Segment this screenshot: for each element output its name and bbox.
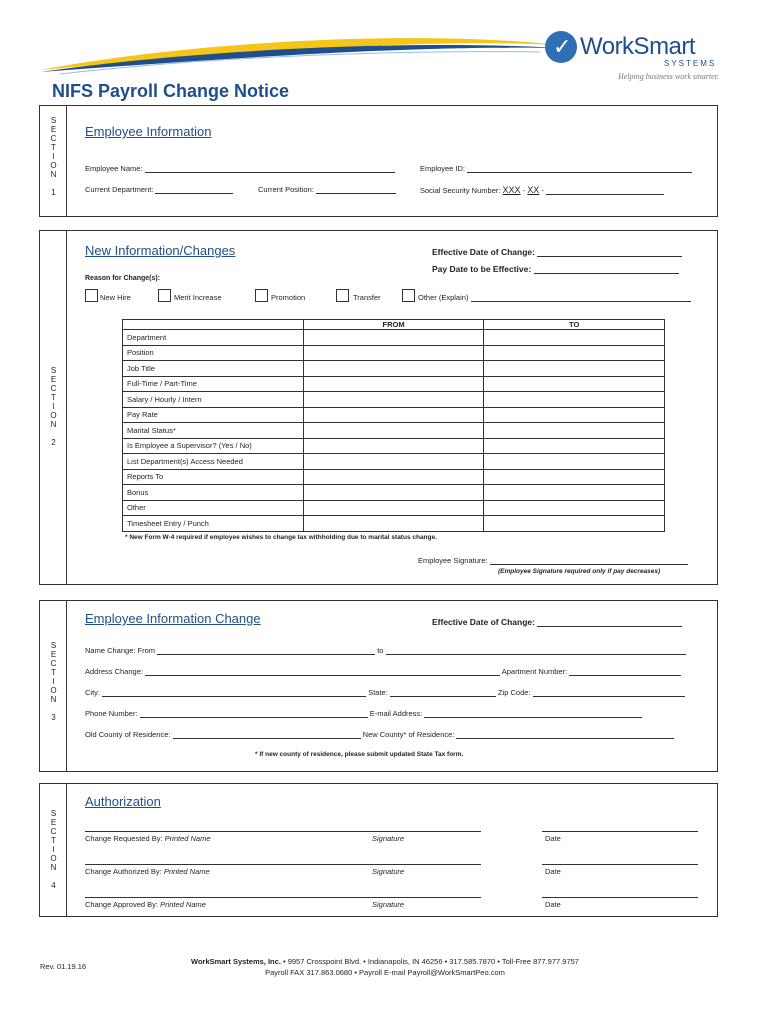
logo-tagline: Helping business work smarter. <box>618 72 719 81</box>
from-cell[interactable] <box>303 407 484 423</box>
new-county-label: New County* of Residence: <box>362 730 455 739</box>
address-change-label: Address Change: <box>85 667 143 676</box>
approved-printed-line[interactable] <box>85 897 481 898</box>
changes-table-header <box>123 320 665 330</box>
from-cell[interactable] <box>303 361 484 377</box>
section-1-heading: Employee Information <box>85 124 212 139</box>
row-label: Pay Rate <box>123 407 304 423</box>
from-cell[interactable] <box>303 438 484 454</box>
signature-note: (Employee Signature required only if pay decreases) <box>498 568 661 575</box>
requested-by-text: Change Requested By: <box>85 834 163 843</box>
effective-date-label: Effective Date of Change: <box>432 247 535 257</box>
to-cell[interactable] <box>484 330 665 346</box>
apartment-number-label: Apartment Number: <box>501 667 568 676</box>
name-change-field[interactable] <box>85 646 686 655</box>
city-label: City: <box>85 688 100 697</box>
row-label: Full-Time / Part-Time <box>123 376 304 392</box>
other-explain-label: Other (Explain) <box>418 293 469 302</box>
section-4 <box>39 783 718 917</box>
from-cell[interactable] <box>303 376 484 392</box>
from-cell[interactable] <box>303 500 484 516</box>
requested-signature-label: Signature <box>372 834 405 843</box>
row-label: Department <box>123 330 304 346</box>
employee-id-label: Employee ID: <box>420 164 466 173</box>
table-row <box>123 516 665 532</box>
ssn-dash-2: - <box>541 186 544 195</box>
merit-increase-checkbox[interactable] <box>158 289 171 302</box>
s3-effective-date-field[interactable] <box>432 617 682 627</box>
to-cell[interactable] <box>484 392 665 408</box>
employee-id-field[interactable] <box>420 164 692 173</box>
reason-label: Reason for Change(s): <box>85 275 161 282</box>
section-2-heading: New Information/Changes <box>85 243 236 258</box>
revision-label: Rev. 01.19.16 <box>40 962 87 971</box>
to-cell[interactable] <box>484 345 665 361</box>
row-label: Marital Status* <box>123 423 304 439</box>
table-row <box>123 423 665 439</box>
to-cell[interactable] <box>484 485 665 501</box>
to-cell[interactable] <box>484 516 665 532</box>
phone-label: Phone Number: <box>85 709 138 718</box>
logo-wordmark: WorkSmart <box>580 33 696 60</box>
row-label: Timesheet Entry / Punch <box>123 516 304 532</box>
section-4-heading: Authorization <box>85 794 161 809</box>
transfer-checkbox[interactable] <box>336 289 349 302</box>
email-label: E-mail Address: <box>369 709 423 718</box>
to-cell[interactable] <box>484 376 665 392</box>
name-change-to-label: to <box>377 646 384 655</box>
other-explain-field[interactable] <box>418 293 691 302</box>
to-cell[interactable] <box>484 469 665 485</box>
authorized-printed-text: Printed Name <box>163 867 210 876</box>
requested-printed-text: Printed Name <box>164 834 211 843</box>
new-hire-checkbox[interactable] <box>85 289 98 302</box>
approved-by-label <box>85 900 206 909</box>
section-2-sidebar <box>40 231 67 584</box>
ssn-field[interactable] <box>420 185 664 195</box>
table-row <box>123 361 665 377</box>
requested-printed-line[interactable] <box>85 831 481 832</box>
table-row <box>123 438 665 454</box>
w4-note: * New Form W-4 required if employee wishes to change tax withholding due to marital status change. <box>125 534 437 541</box>
to-cell[interactable] <box>484 454 665 470</box>
row-label: Salary / Hourly / Intern <box>123 392 304 408</box>
section-4-label: S E C T I O N 4 <box>50 809 57 890</box>
logo-subtitle: SYSTEMS <box>664 59 717 68</box>
other-explain-checkbox[interactable] <box>402 289 415 302</box>
page-title: NIFS Payroll Change Notice <box>52 81 290 101</box>
current-department-label: Current Department: <box>85 185 154 194</box>
transfer-label: Transfer <box>353 293 381 302</box>
authorized-by-label <box>85 867 210 876</box>
approved-by-text: Change Approved By: <box>85 900 158 909</box>
zip-label: Zip Code: <box>497 688 531 697</box>
new-hire-label: New Hire <box>100 293 131 302</box>
section-2 <box>39 230 718 585</box>
approved-date-label: Date <box>545 900 561 909</box>
section-3-label: S E C T I O N 3 <box>50 641 57 722</box>
footer-company: WorkSmart Systems, Inc. <box>191 957 281 966</box>
requested-by-label <box>85 834 211 843</box>
authorized-printed-line[interactable] <box>85 864 481 865</box>
pay-date-field[interactable] <box>432 264 679 274</box>
to-cell[interactable] <box>484 438 665 454</box>
row-label: Is Employee a Supervisor? (Yes / No) <box>123 438 304 454</box>
ssn-label: Social Security Number: <box>420 186 501 195</box>
current-position-label: Current Position: <box>258 185 314 194</box>
table-row <box>123 469 665 485</box>
from-cell[interactable] <box>303 423 484 439</box>
footer-address-text: • 9957 Crosspoint Blvd. • Indianapolis, IN 46256 • 317.585.7870 • Toll-Free 877.977.9757 <box>280 957 579 966</box>
from-cell[interactable] <box>303 330 484 346</box>
authorized-signature-label: Signature <box>372 867 405 876</box>
table-row <box>123 392 665 408</box>
ssn-dash-1: - <box>522 186 526 195</box>
employee-signature-label: Employee Signature: <box>418 556 488 565</box>
row-label: List Department(s) Access Needed <box>123 454 304 470</box>
logo-checkmark: ✓ <box>553 35 572 60</box>
row-label: Other <box>123 500 304 516</box>
section-4-sidebar <box>40 784 67 916</box>
approved-date-line[interactable] <box>542 897 698 898</box>
phone-email-field[interactable] <box>85 709 642 718</box>
table-row <box>123 376 665 392</box>
ssn-part2: XX <box>527 185 540 195</box>
requested-date-line[interactable] <box>542 831 698 832</box>
old-county-label: Old County of Residence: <box>85 730 171 739</box>
section-1-sidebar <box>40 106 67 216</box>
employee-name-field[interactable] <box>85 164 395 173</box>
authorized-date-label: Date <box>545 867 561 876</box>
from-cell[interactable] <box>303 485 484 501</box>
name-change-from-label: Name Change: From <box>85 646 156 655</box>
from-cell[interactable] <box>303 469 484 485</box>
approved-signature-label: Signature <box>372 900 405 909</box>
table-row <box>123 500 665 516</box>
effective-date-field[interactable] <box>432 247 682 257</box>
promotion-checkbox[interactable] <box>255 289 268 302</box>
section-3-heading: Employee Information Change <box>85 611 261 626</box>
address-change-field[interactable] <box>85 667 681 676</box>
city-state-zip-field[interactable] <box>85 688 685 697</box>
footer-address <box>130 957 640 966</box>
row-label: Position <box>123 345 304 361</box>
from-cell[interactable] <box>303 392 484 408</box>
merit-increase-label: Merit Increase <box>174 293 222 302</box>
section-2-label: S E C T I O N 2 <box>50 366 57 447</box>
from-cell[interactable] <box>303 516 484 532</box>
section-1-label: S E C T I O N 1 <box>50 116 57 197</box>
changes-table <box>122 319 665 532</box>
current-position-field[interactable] <box>258 185 396 194</box>
row-label: Reports To <box>123 469 304 485</box>
from-column-header: FROM <box>303 320 484 330</box>
footer-contact: Payroll FAX 317.863.0680 • Payroll E-mail Payroll@WorkSmartPeo.com <box>265 968 505 977</box>
employee-name-label: Employee Name: <box>85 164 143 173</box>
requested-date-label: Date <box>545 834 561 843</box>
to-column-header: TO <box>484 320 665 330</box>
current-department-field[interactable] <box>85 185 233 194</box>
table-row <box>123 454 665 470</box>
promotion-label: Promotion <box>271 293 306 302</box>
county-field[interactable] <box>85 730 674 739</box>
s3-effective-date-label: Effective Date of Change: <box>432 617 535 627</box>
authorized-date-line[interactable] <box>542 864 698 865</box>
to-cell[interactable] <box>484 423 665 439</box>
from-cell[interactable] <box>303 454 484 470</box>
table-row <box>123 330 665 346</box>
employee-signature-field[interactable] <box>418 556 688 565</box>
from-cell[interactable] <box>303 345 484 361</box>
ssn-part1: XXX <box>502 185 521 195</box>
authorized-by-text: Change Authorized By: <box>85 867 162 876</box>
table-row <box>123 407 665 423</box>
pay-date-label: Pay Date to be Effective: <box>432 264 532 274</box>
to-cell[interactable] <box>484 407 665 423</box>
state-label: State: <box>368 688 388 697</box>
to-cell[interactable] <box>484 361 665 377</box>
section-1 <box>39 105 718 217</box>
county-note: * If new county of residence, please submit updated State Tax form. <box>255 751 464 758</box>
row-label: Bonus <box>123 485 304 501</box>
table-row <box>123 485 665 501</box>
approved-printed-text: Printed Name <box>160 900 206 909</box>
row-label: Job Title <box>123 361 304 377</box>
section-3 <box>39 600 718 772</box>
to-cell[interactable] <box>484 500 665 516</box>
table-row <box>123 345 665 361</box>
section-3-sidebar <box>40 601 67 771</box>
